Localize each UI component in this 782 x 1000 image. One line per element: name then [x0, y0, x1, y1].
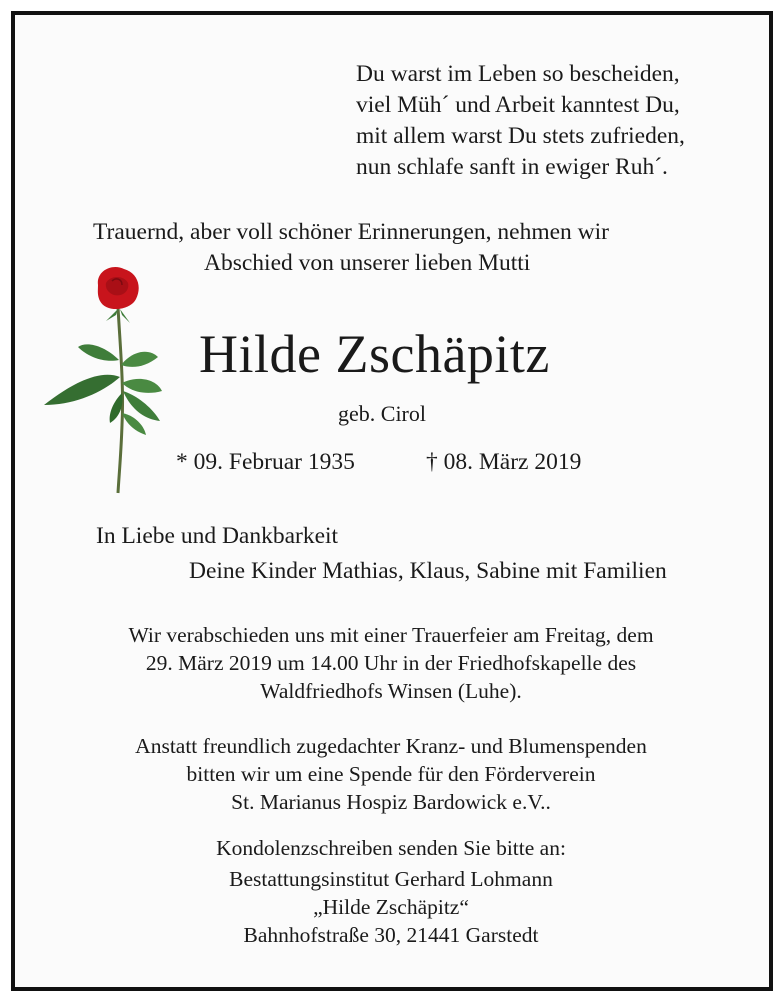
- intro-line-1: Trauernd, aber voll schöner Erinnerungen, nehmen wir: [93, 219, 609, 245]
- family-line-2: Deine Kinder Mathias, Klaus, Sabine mit Familien: [189, 558, 667, 584]
- poem-line: nun schlafe sanft in ewiger Ruh´.: [356, 154, 668, 180]
- rose-icon: [26, 265, 174, 495]
- service-line-3: Waldfriedhofs Winsen (Luhe).: [260, 679, 522, 703]
- donation-line-3: St. Marianus Hospiz Bardowick e.V..: [231, 790, 551, 814]
- condolence-line-2: Bestattungsinstitut Gerhard Lohmann: [229, 867, 553, 891]
- poem: [356, 59, 685, 183]
- condolence-line-3: „Hilde Zschäpitz“: [313, 895, 469, 919]
- donation-line-2: bitten wir um eine Spende für den Förderverein: [186, 762, 596, 786]
- poem-line: mit allem warst Du stets zufrieden,: [356, 123, 685, 149]
- birth-date: * 09. Februar 1935: [176, 449, 355, 475]
- maiden-name: geb. Cirol: [338, 401, 426, 426]
- intro-line-2: Abschied von unserer lieben Mutti: [204, 250, 531, 276]
- donation-line-1: Anstatt freundlich zugedachter Kranz- und Blumenspenden: [135, 734, 647, 758]
- service-line-2: 29. März 2019 um 14.00 Uhr in der Friedhofskapelle des: [145, 651, 637, 675]
- poem-line: viel Müh´ und Arbeit kanntest Du,: [356, 92, 680, 118]
- service-line-1: Wir verabschieden uns mit einer Trauerfeier am Freitag, dem: [128, 623, 654, 647]
- deceased-name: Hilde Zschäpitz: [199, 324, 550, 384]
- death-date: † 08. März 2019: [426, 449, 582, 475]
- poem-line: Du warst im Leben so bescheiden,: [356, 61, 680, 87]
- condolence-line-4: Bahnhofstraße 30, 21441 Garstedt: [243, 923, 539, 947]
- condolence-line-1: Kondolenzschreiben senden Sie bitte an:: [216, 836, 566, 860]
- family-line-1: In Liebe und Dankbarkeit: [96, 523, 339, 549]
